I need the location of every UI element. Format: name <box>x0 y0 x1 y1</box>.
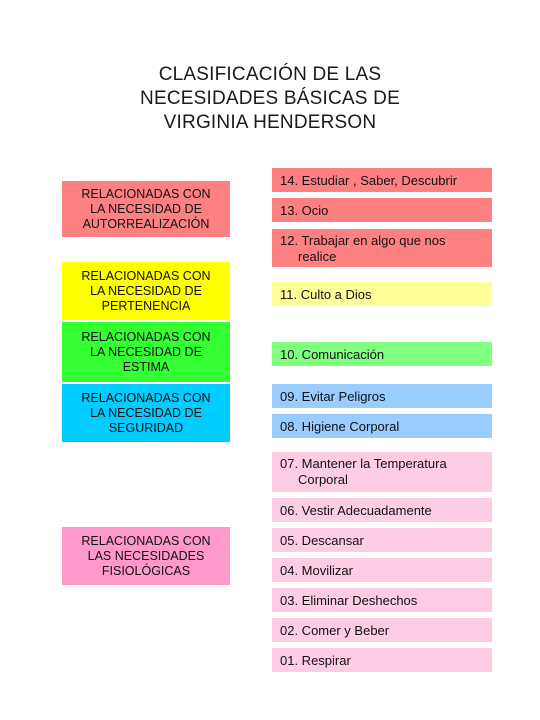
need-label: 06. Vestir Adecuadamente <box>280 502 432 518</box>
category-fisiologicas <box>62 527 230 585</box>
category-seguridad <box>62 384 230 442</box>
category-label: LA NECESIDAD DE <box>90 201 202 216</box>
need-12 <box>272 229 492 267</box>
category-label: RELACIONADAS CON <box>81 329 211 344</box>
need-label: 09. Evitar Peligros <box>280 388 386 404</box>
title-line: NECESIDADES BÁSICAS DE <box>140 88 400 109</box>
need-09 <box>272 384 492 408</box>
need-10 <box>272 342 492 366</box>
category-label: LA NECESIDAD DE <box>90 344 202 359</box>
need-label: 14. Estudiar , Saber, Descubrir <box>280 172 458 188</box>
category-label: SEGURIDAD <box>108 420 184 435</box>
need-label: 10. Comunicación <box>280 346 385 362</box>
category-label: AUTORREALIZACIÓN <box>82 216 210 231</box>
need-label: 08. Higiene Corporal <box>280 418 400 434</box>
need-06 <box>272 498 492 522</box>
need-label: 05. Descansar <box>280 532 364 548</box>
category-label: LA NECESIDAD DE <box>90 405 202 420</box>
need-label: 03. Eliminar Deshechos <box>280 592 418 608</box>
need-05 <box>272 528 492 552</box>
need-label: 11. Culto a Dios <box>280 286 372 302</box>
category-pertenencia <box>62 262 230 320</box>
need-label: 04. Movilizar <box>280 562 353 578</box>
category-label: RELACIONADAS CON <box>81 268 211 283</box>
need-01 <box>272 648 492 672</box>
need-02 <box>272 618 492 642</box>
category-label: LA NECESIDAD DE <box>90 283 202 298</box>
need-label: 07. Mantener la Temperatura <box>280 456 447 471</box>
title-line: VIRGINIA HENDERSON <box>163 112 377 133</box>
category-label: ESTIMA <box>122 359 170 374</box>
need-label: 02. Comer y Beber <box>280 622 390 638</box>
page-title <box>95 63 445 135</box>
category-label: LAS NECESIDADES <box>87 548 205 563</box>
need-label: realice <box>298 249 337 264</box>
category-autorrealizacion <box>62 181 230 237</box>
category-label: RELACIONADAS CON <box>81 186 211 201</box>
category-label: RELACIONADAS CON <box>81 390 211 405</box>
category-label: PERTENENCIA <box>101 298 191 313</box>
need-label: 01. Respirar <box>280 652 351 668</box>
need-13 <box>272 198 492 222</box>
need-03 <box>272 588 492 612</box>
need-label: 12. Trabajar en algo que nos <box>280 233 446 248</box>
need-07 <box>272 452 492 492</box>
category-label: RELACIONADAS CON <box>81 533 211 548</box>
category-estima <box>62 322 230 382</box>
need-label: 13. Ocio <box>280 202 329 218</box>
title-line: CLASIFICACIÓN DE LAS <box>158 64 382 85</box>
need-11 <box>272 282 492 306</box>
need-14 <box>272 168 492 192</box>
need-04 <box>272 558 492 582</box>
category-label: FISIOLÓGICAS <box>101 563 191 578</box>
need-label: Corporal <box>298 472 348 487</box>
need-08 <box>272 414 492 438</box>
